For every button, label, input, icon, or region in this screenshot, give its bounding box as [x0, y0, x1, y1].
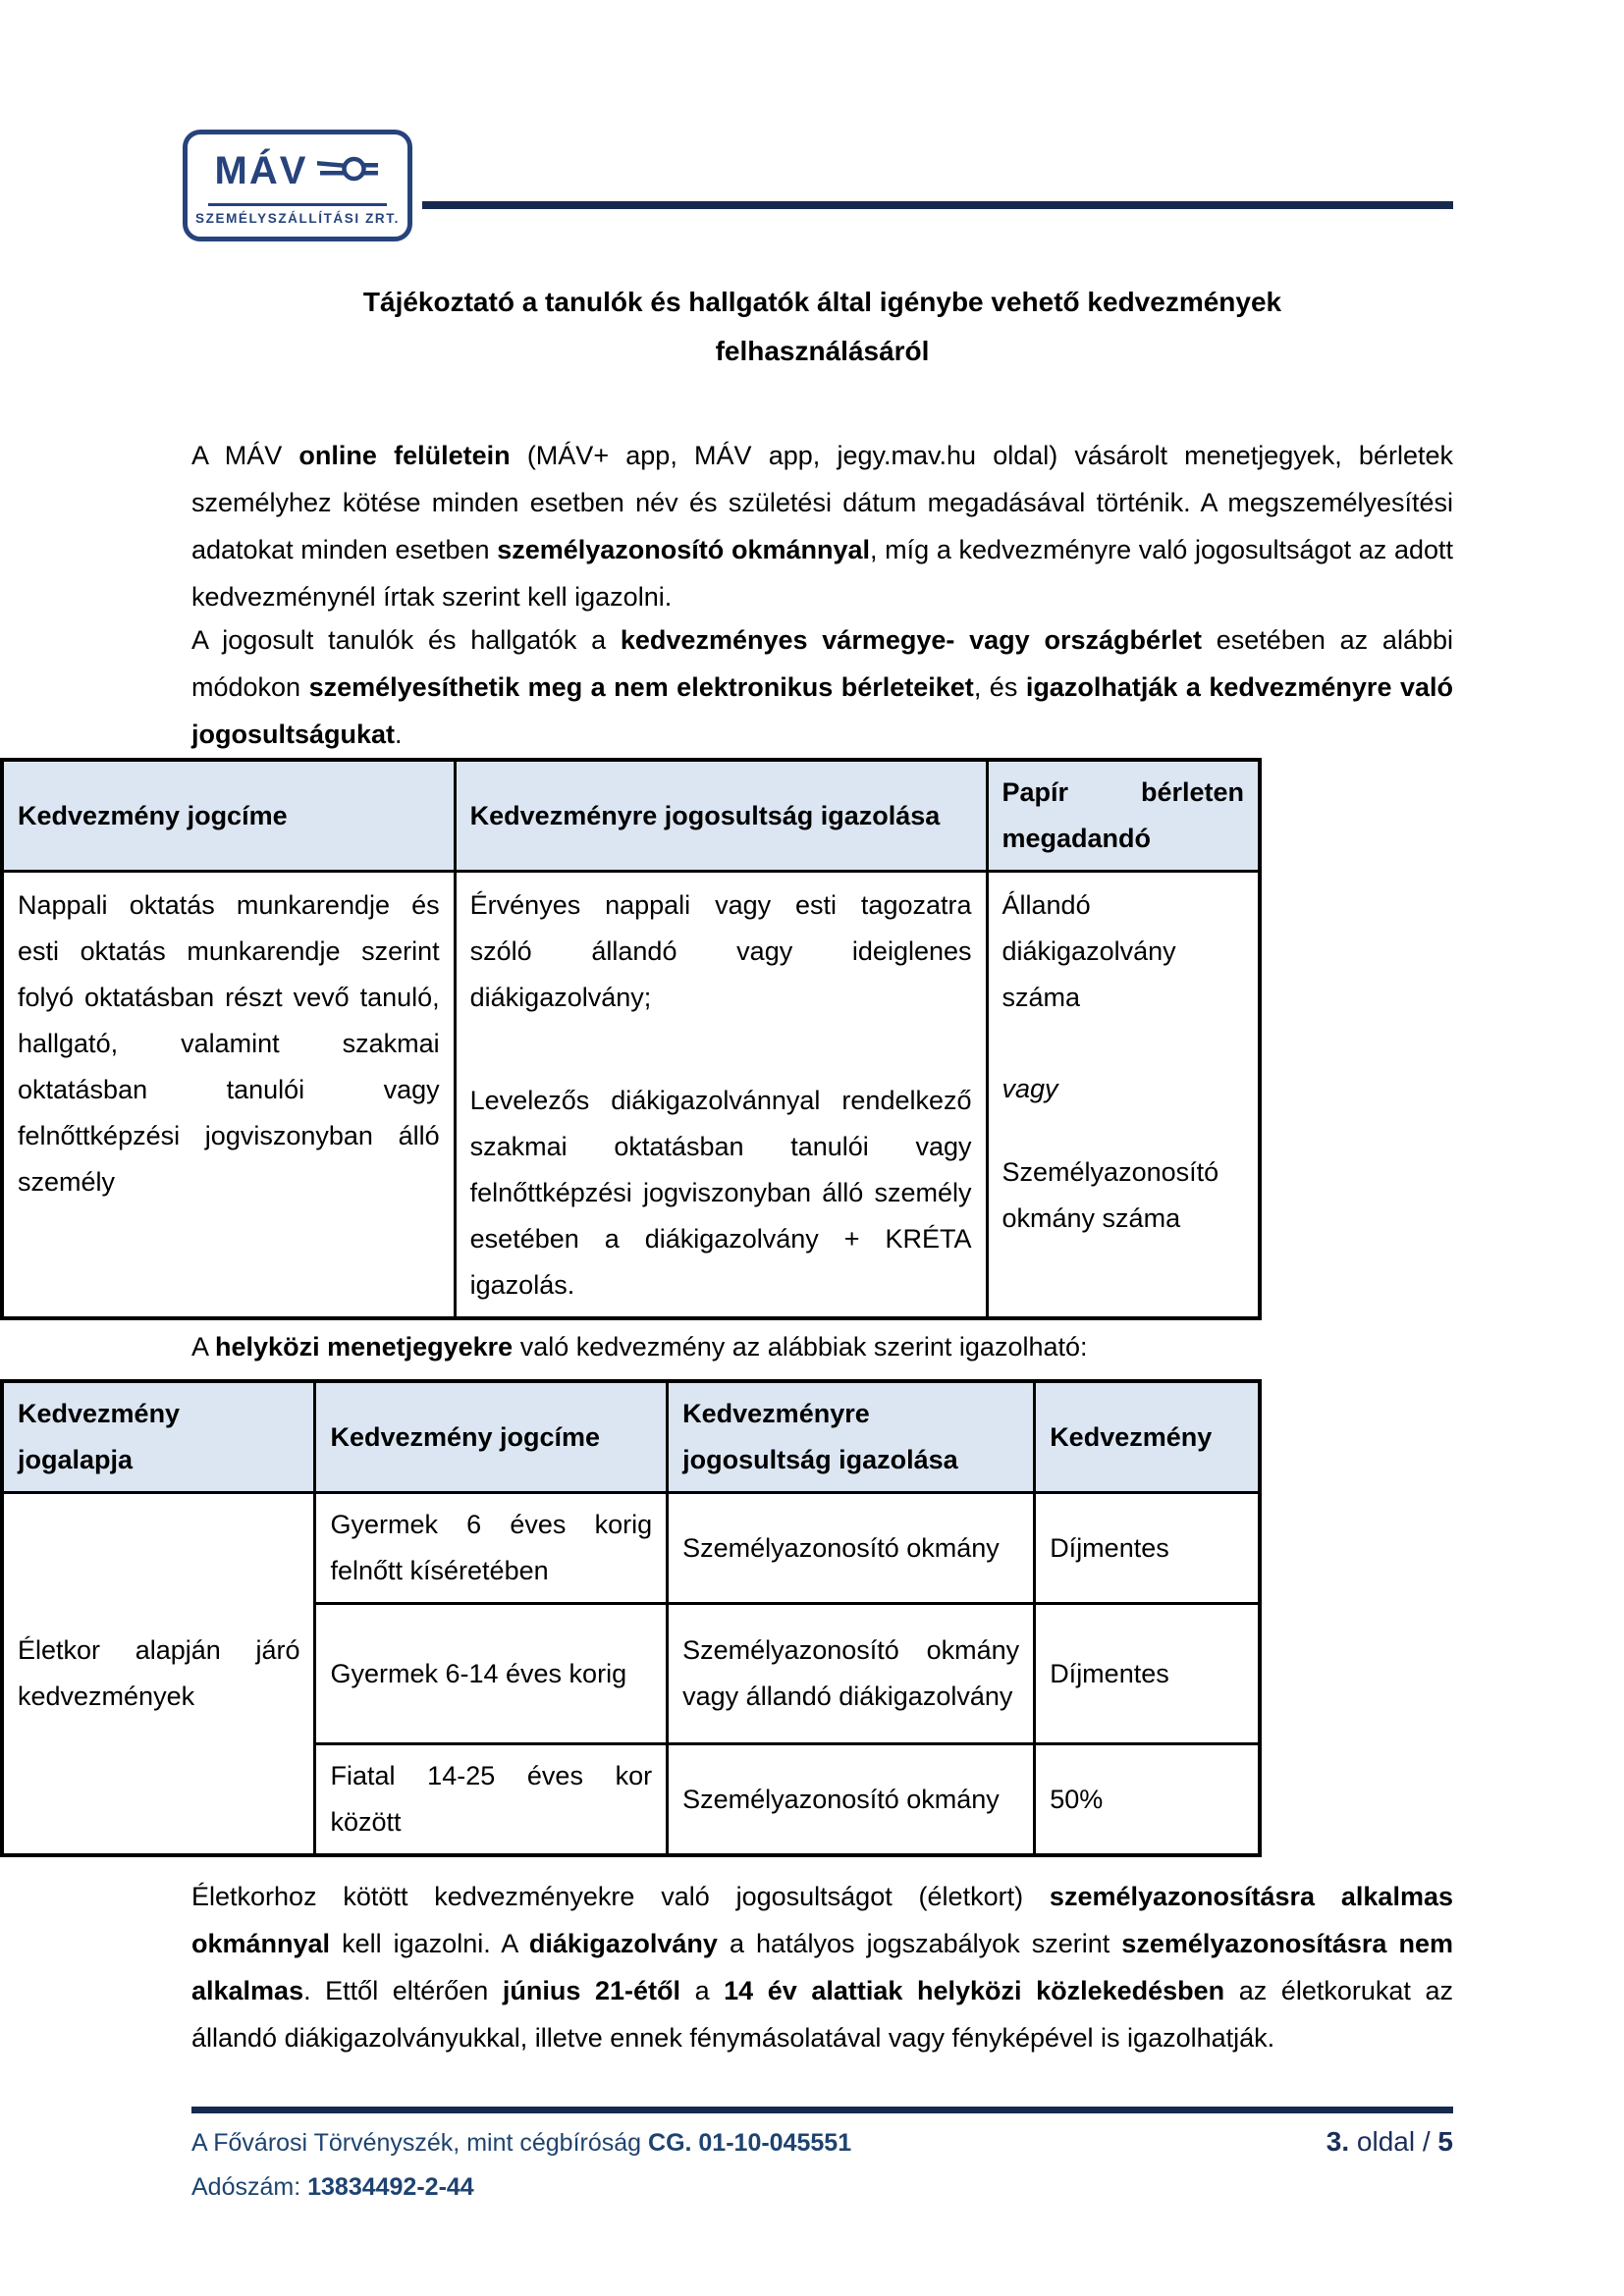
- footer-page-indicator: 3. oldal / 5: [1326, 2126, 1453, 2157]
- t1-cell-papir-berlet: [987, 872, 1260, 1319]
- logo-subtitle: SZEMÉLYSZÁLLÍTÁSI ZRT.: [195, 210, 400, 226]
- page-title-line2: felhasználásáról: [715, 336, 930, 366]
- table-row: [2, 1493, 1260, 1604]
- t2-header-jogalapja: Kedvezmény jogalapja: [2, 1381, 315, 1493]
- t1-igazolas-p2: Levelezős diákigazolvánnyal rendelkező szakmai oktatásban tanulói vagy felnőttképzési jogviszonyban álló személy esetében a diákigazolvány + KRÉTA igazolás.: [469, 1086, 972, 1300]
- table-header-row: [2, 760, 1260, 872]
- footer-tax-number: Adószám: 13834492-2-44: [191, 2173, 474, 2201]
- t2-row1-igazolasa: Személyazonosító okmány: [668, 1493, 1035, 1604]
- logo-divider: [208, 203, 387, 206]
- t2-header-igazolasa: Kedvezményre jogosultság igazolása: [668, 1381, 1035, 1493]
- header-rule: [422, 201, 1453, 209]
- t1-cell-igazolasa: [455, 872, 987, 1319]
- t2-row2-kedvezmeny: Díjmentes: [1035, 1604, 1260, 1744]
- t2-row1-kedvezmeny: Díjmentes: [1035, 1493, 1260, 1604]
- logo-brand-text: MÁV: [214, 149, 308, 192]
- age-verification-paragraph: Életkorhoz kötött kedvezményekre való jogosultságot (életkort) személyazonosításra alkalmas okmánnyal kell igazolni. A diákigazolvány a hatályos jogszabályok szerint személyazonosításra nem alkalmas. Ettől eltérően június 21-étől a 14 év alattiak helyközi közlekedésben az életkorukat az állandó diákigazolványukkal, illetve ennek fénymásolatával vagy fényképével is igazolhatják.: [191, 1882, 1453, 2053]
- t1-header-igazolasa: Kedvezményre jogosultság igazolása: [455, 760, 987, 872]
- footer-line1: [191, 2126, 1453, 2158]
- t1-cell-jogcime: Nappali oktatás munkarendje és esti oktatás munkarendje szerint folyó oktatásban részt vevő tanuló, hallgató, valamint szakmai oktatásban tanulói vagy felnőttképzési jogviszonyban álló személy: [2, 872, 455, 1319]
- t1-igazolas-p1: Érvényes nappali vagy esti tagozatra szóló állandó vagy ideiglenes diákigazolvány;: [469, 890, 972, 1012]
- t2-row1-jogcime: Gyermek 6 éves korig felnőtt kíséretében: [315, 1493, 668, 1604]
- footer-court-registration: A Fővárosi Törvényszék, mint cégbíróság CG. 01-10-045551: [191, 2129, 852, 2157]
- intercity-intro-paragraph: A helyközi menetjegyekre való kedvezmény az alábbiak szerint igazolható:: [191, 1332, 1088, 1362]
- intro-paragraph: A MÁV online felületein (MÁV+ app, MÁV app, jegy.mav.hu oldal) vásárolt menetjegyek, bérletek személyhez kötése minden esetben név és születési dátum megadásával történik. A megszemélyesítési adatokat minden esetben személyazonosító okmánnyal, míg a kedvezményre való jogosultságot az adott kedvezménynél írtak szerint kell igazolni.: [191, 441, 1453, 612]
- personalization-paragraph: A jogosult tanulók és hallgatók a kedvezményes vármegye- vagy országbérlet esetében az alábbi módokon személyesíthetik meg a nem elektronikus bérleteiket, és igazolhatják a kedvezményre való jogosultságukat.: [191, 625, 1453, 749]
- ticket-discount-table: [0, 1379, 1262, 1857]
- winged-wheel-icon: [315, 146, 380, 196]
- page-title-line1: Tájékoztató a tanulók és hallgatók által igénybe vehető kedvezmények: [362, 287, 1282, 317]
- t1-papir-p2: vagy: [1001, 1074, 1058, 1103]
- table-header-row: [2, 1381, 1260, 1493]
- t2-header-jogcime: Kedvezmény jogcíme: [315, 1381, 668, 1493]
- t2-merged-jogalapja: Életkor alapján járó kedvezmények: [2, 1493, 315, 1856]
- t2-row3-kedvezmeny: 50%: [1035, 1744, 1260, 1856]
- page-title: [191, 278, 1453, 376]
- mav-logo: [183, 130, 412, 241]
- table-row: [2, 872, 1260, 1319]
- t1-header-papir-berlet: Papír bérleten megadandó: [987, 760, 1260, 872]
- pass-discount-table: [0, 758, 1262, 1320]
- t2-row2-jogcime: Gyermek 6-14 éves korig: [315, 1604, 668, 1744]
- t2-header-kedvezmeny: Kedvezmény: [1035, 1381, 1260, 1493]
- t1-papir-p1: Állandó diákigazolvány száma: [1001, 890, 1176, 1012]
- footer-rule: [191, 2107, 1453, 2113]
- t2-row3-igazolasa: Személyazonosító okmány: [668, 1744, 1035, 1856]
- t2-row2-igazolasa: Személyazonosító okmány vagy állandó diákigazolvány: [668, 1604, 1035, 1744]
- t2-row3-jogcime: Fiatal 14-25 éves kor között: [315, 1744, 668, 1856]
- t1-header-jogcime: Kedvezmény jogcíme: [2, 760, 455, 872]
- t1-papir-p3: Személyazonosító okmány száma: [1001, 1157, 1219, 1233]
